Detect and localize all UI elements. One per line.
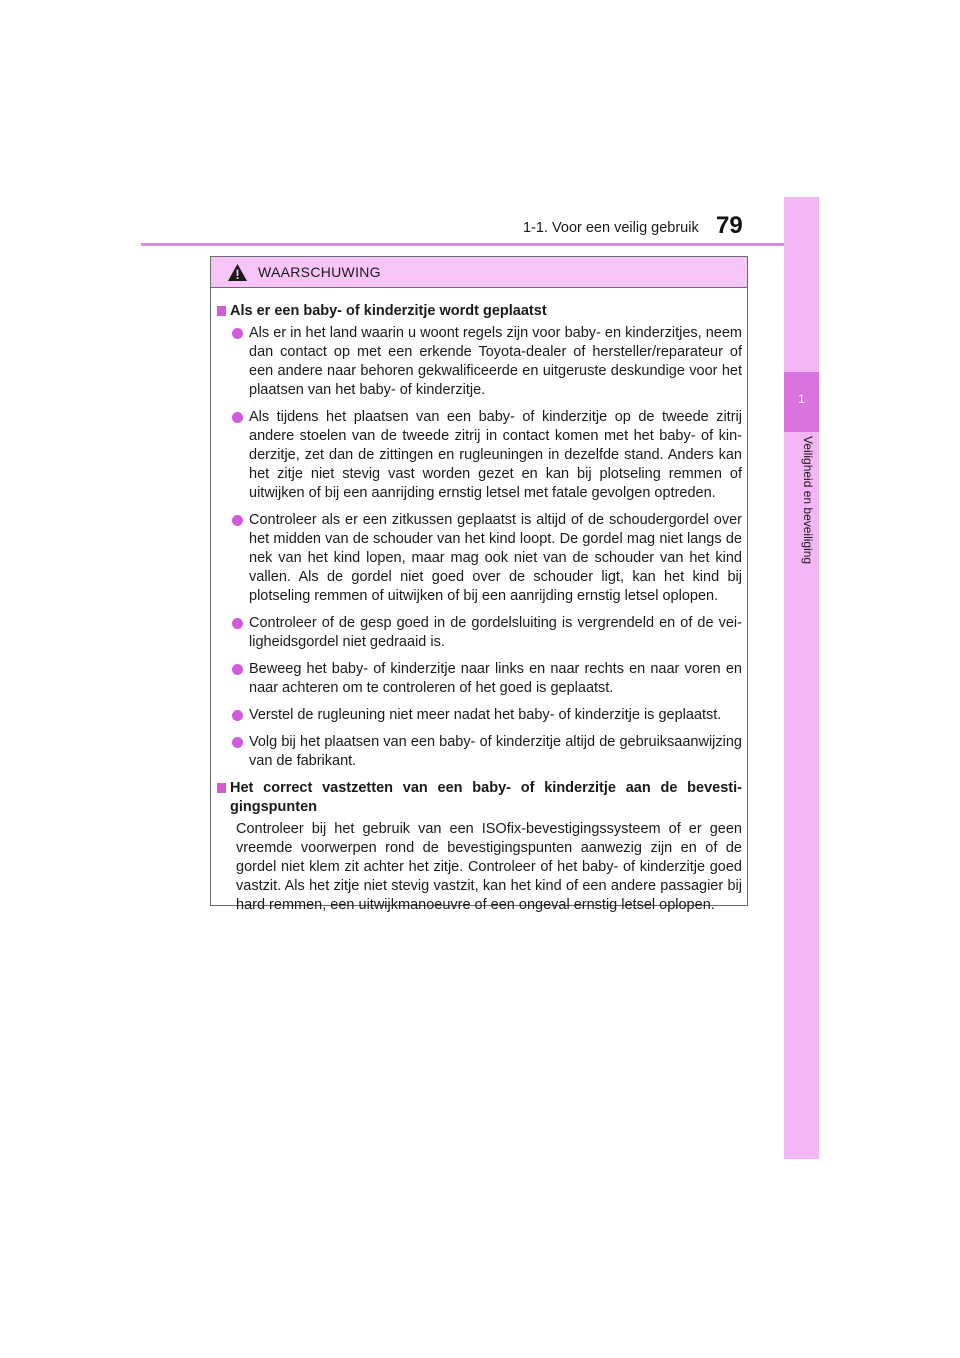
list-item-text: Als er in het land waarin u woont regels zijn voor baby- en kinderzitjes, neem dan contact op met een erkende Toyota-dealer of hersteller/reparateur of een andere naar behoren gekwalificeerde en uitgeruste deskundige voor het plaatsen van het baby- of kinderzitje. [249,325,742,398]
list-item [217,733,742,771]
warning-header [211,257,747,288]
list-item [217,511,742,606]
chapter-label: Veiligheid en beveiliging [801,436,815,565]
list-item-text: Als tijdens het plaatsen van een baby- of kinderzitje op de tweede zitrij andere stoelen van de tweede zitrij in contact komen met het baby- of kinderzitje, zet dan de zittingen en rugleuningen in dezelfde stand. Anders kan het zitje niet stevig vast worden gezet en kan bij plotseling remmen of uitwijken of bij een aanrijding ernstig letsel met fatale gevolgen optreden. [249,409,742,501]
round-bullet-icon [232,737,243,748]
warning-body [211,288,747,915]
round-bullet-icon [232,618,243,629]
round-bullet-icon [232,328,243,339]
list-item [217,660,742,698]
list-item-text: Verstel de rugleuning niet meer nadat het baby- of kinderzitje is geplaatst. [249,707,722,723]
warning-triangle-icon [227,263,248,282]
section-heading [217,779,742,817]
list-item-text: Beweeg het baby- of kinderzitje naar links en naar rechts en naar voren en naar achteren om te controleren of het goed is geplaatst. [249,661,742,696]
header-rule [141,243,819,246]
list-item [217,324,742,400]
section-heading-text: Als er een baby- of kinderzitje wordt geplaatst [230,303,547,319]
round-bullet-icon [232,710,243,721]
list-item-text: Controleer als er een zitkussen geplaatst is altijd of de schoudergordel over het midden van de schouder van het kind loopt. De gordel mag niet langs de nek van het kind lopen, maar mag ook niet van de schouder van het kind vallen. Als de gordel niet goed over de schouder ligt, kan het kind bij plotseling remmen of uitwijken of bij een aanrijding ernstig letsel oplopen. [249,512,742,604]
chapter-side-strip [784,197,819,1159]
list-item [217,614,742,652]
square-bullet-icon [217,783,226,793]
page-number: 79 [716,212,743,239]
round-bullet-icon [232,412,243,423]
section-paragraph: Controleer bij het gebruik van een ISOfix-bevestigingssysteem of er geen vreemde voorwerpen rond de bevestigingspunten aanwezig zijn en of de gordel niet klem zit achter het zitje. Controleer of het baby- of kinderzitje goed vastzit. Als het zitje niet stevig vastzit, kan het kind of een andere passagier bij hard remmen, een uitwijkmanoeuvre of een ongeval ernstig letsel oplopen. [236,821,742,913]
square-bullet-icon [217,306,226,316]
section-heading [217,302,742,321]
section-heading-text: Het correct vastzetten van een baby- of kinderzitje aan de bevestigingspunten [230,780,742,815]
list-item [217,408,742,503]
list-item [217,706,742,725]
warning-title: WAARSCHUWING [258,264,381,280]
warning-box [210,256,748,913]
list-item-text: Controleer of de gesp goed in de gordelsluiting is vergrendeld en of de veiligheidsgordel niet gedraaid is. [249,615,742,650]
list-item-text: Volg bij het plaatsen van een baby- of kinderzitje altijd de gebruiksaanwijzing van de fabrikant. [249,734,742,769]
round-bullet-icon [232,664,243,675]
chapter-number: 1 [798,392,805,406]
section-title: 1-1. Voor een veilig gebruik [523,220,699,236]
round-bullet-icon [232,515,243,526]
